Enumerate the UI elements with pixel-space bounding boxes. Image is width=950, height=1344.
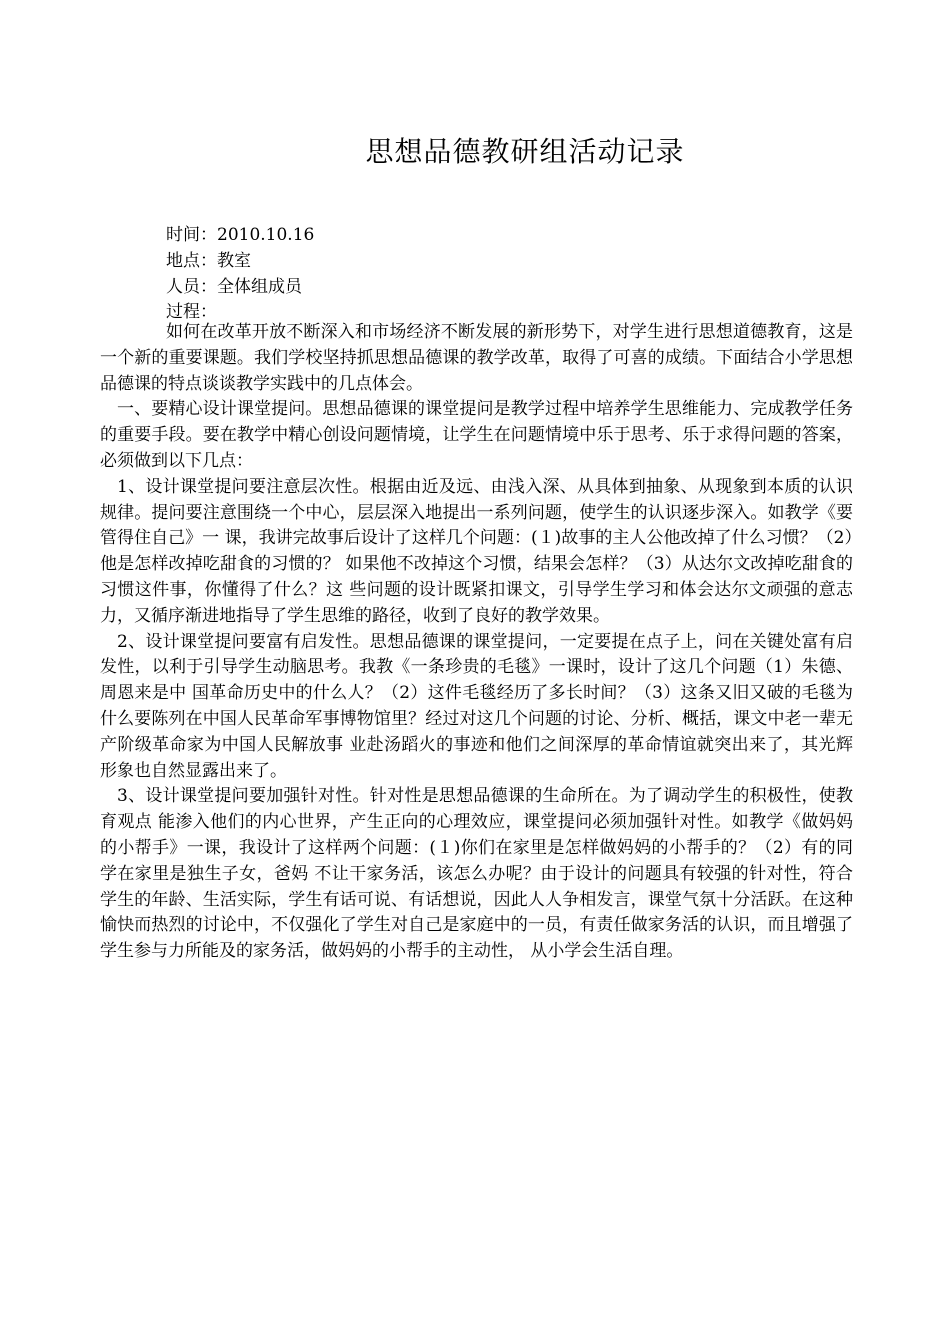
document-title: 思想品德教研组活动记录 — [365, 135, 685, 168]
paragraph-point-three: 3、设计课堂提问要加强针对性。针对性是思想品德课的生命所在。为了调动学生的积极性，使教育观点 能渗入他们的内心世界，产生正向的心理效应，课堂提问必须加强针对性。如教学《做妈妈的小帮手》一课，我设计了这样两个问题：(１)你们在家里是怎样做妈妈的小帮手的？（2）有的同学在家里是独生子女，爸妈 不让干家务活，该怎么办呢？由于设计的问题具有较强的针对性，符合学生的年龄、生活实际，学生有话可说、有话想说，因此人人争相发言，课堂气氛十分活跃。在这种愉快而热烈的讨论中，不仅强化了学生对自己是家庭中的一员，有责任做家务活的认识，而且增强了学生参与力所能及的家务活，做妈妈的小帮手的主动性， 从小学会生活自理。 — [100, 786, 853, 962]
meta-block — [166, 223, 314, 326]
meta-place: 地点：教室 — [166, 250, 251, 271]
meta-time: 时间：2010.10.16 — [166, 225, 315, 245]
paragraph-section-one: 一、要精心设计课堂提问。思想品德课的课堂提问是教学过程中培养学生思维能力、完成教学任务的重要手段。要在教学中精心创设问题情境，让学生在问题情境中乐于思考、乐于求得问题的答案，必须做到以下几点： — [100, 399, 853, 471]
paragraph-point-one: 1、设计课堂提问要注意层次性。根据由近及远、由浅入深、从具体到抽象、从现象到本质的认识规律。提问要注意围绕一个中心，层层深入地提出一系列问题，使学生的认识逐步深入。如教学《要管得住自己》一 课，我讲完故事后设计了这样几个问题：(１)故事的主人公他改掉了什么习惯？（2）他是怎样改掉吃甜食的习惯的？ 如果他不改掉这个习惯，结果会怎样？（3）从达尔文改掉吃甜食的习惯这件事，你懂得了什么？这 些问题的设计既紧扣课文，引导学生学习和体会达尔文顽强的意志力，又循序渐进地指导了学生思维的路径，收到了良好的教学效果。 — [100, 476, 853, 626]
paragraph-intro: 如何在改革开放不断深入和市场经济不断发展的新形势下，对学生进行思想道德教育，这是一个新的重要课题。我们学校坚持抓思想品德课的教学改革，取得了可喜的成绩。下面结合小学思想品德课的特点谈谈教学实践中的几点体会。 — [100, 322, 853, 394]
meta-process: 过程： — [166, 302, 217, 323]
meta-people: 人员：全体组成员 — [166, 276, 302, 297]
body-text — [100, 320, 853, 965]
paragraph-point-two: 2、设计课堂提问要富有启发性。思想品德课的课堂提问，一定要提在点子上，问在关键处富有启发性，以利于引导学生动脑思考。我教《一条珍贵的毛毯》一课时，设计了这几个问题（1）朱德、周恩来是中 国革命历史中的什么人？（2）这件毛毯经历了多长时间？（3）这条又旧又破的毛毯为什么要陈列在中国人民革命军事博物馆里？经过对这几个问题的讨论、分析、概括，课文中老一辈无产阶级革命家为中国人民解放事 业赴汤蹈火的事迹和他们之间深厚的革命情谊就突出来了，其光辉形象也自然显露出来了。 — [100, 631, 853, 781]
